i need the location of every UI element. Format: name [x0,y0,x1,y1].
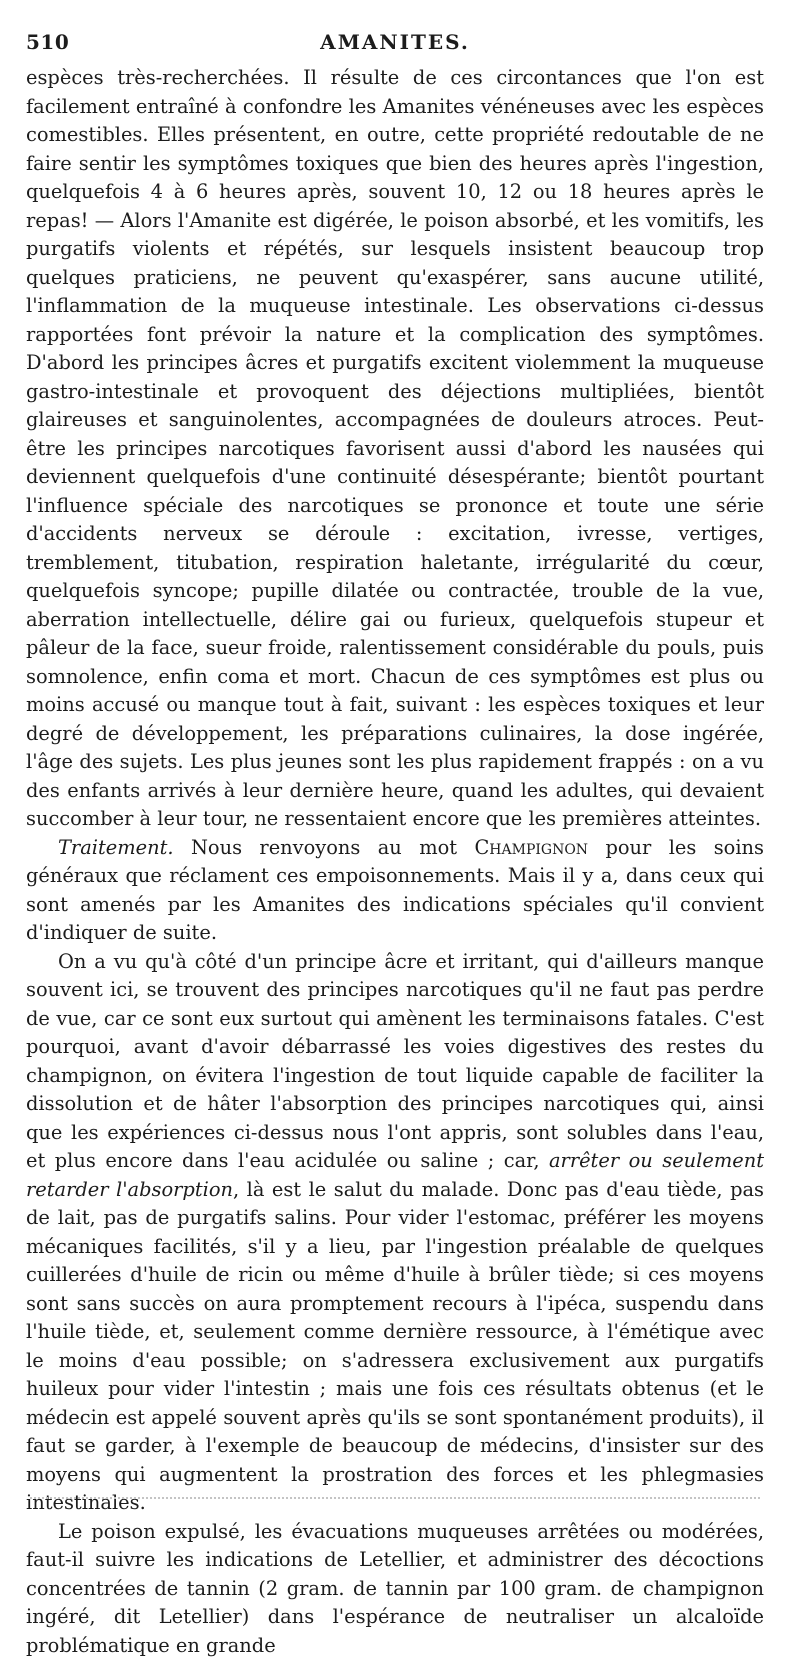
paragraph-symptoms: espèces très-recherchées. Il résulte de ces circontances que l'on est facilement entraîné à confondre les Amanites vénéneuses avec les espèces comestibles. Elles présentent, en outre, cette propriété redoutable de ne faire sentir les symptômes toxiques que bien des heures après l'ingestion, quelquefois 4 à 6 heures après, souvent 10, 12 ou 18 heures après le repas! — Alors l'Amanite est digérée, le poison absorbé, et les vomitifs, les purgatifs violents et répétés, sur lesquels insistent beaucoup trop quelques praticiens, ne peuvent qu'exaspérer, sans aucune utilité, l'inflammation de la muqueuse intestinale. Les observations ci-dessus rapportées font prévoir la nature et la complication des symptômes. D'abord les principes âcres et purgatifs excitent violemment la muqueuse gastro-intestinale et provoquent des déjections multipliées, bientôt glaireuses et sanguinolentes, accompagnées de douleurs atroces. Peut-être les principes narcotiques favorisent aussi d'abord les nausées qui deviennent quelquefois d'une continuité désespérante; bientôt pourtant l'influence spéciale des narcotiques se prononce et toute une série d'accidents nerveux se déroule : excitation, ivresse, vertiges, tremblement, titubation, respiration haletante, irrégularité du cœur, quelquefois syncope; pupille dilatée ou contractée, trouble de la vue, aberration intellectuelle, délire gai ou furieux, quelquefois stupeur et pâleur de la face, sueur froide, ralentissement considérable du pouls, puis somnolence, enfin coma et mort. Chacun de ces symptômes est plus ou moins accusé ou manque tout à fait, suivant : les espèces toxiques et leur degré de développement, les préparations culinaires, la dose ingérée, l'âge des sujets. Les plus jeunes sont les plus rapidement frappés : on a vu des enfants arrivés à leur dernière heure, quand les adultes, qui devaient succomber à leur tour, ne ressentaient encore que les premières atteintes. [26,64,764,834]
narcotics-text-a: On a vu qu'à côté d'un principe âcre et irritant, qui d'ailleurs manque souvent ici, se trouvent des principes narcotiques qu'il ne faut pas perdre de vue, car ce sont eux surtout qui amènent les terminaisons fatales. C'est pourquoi, avant d'avoir débarrassé les voies digestives des restes du champignon, on évitera l'ingestion de tout liquide capable de faciliter la dissolution et de hâter l'absorption des principes narcotiques qui, ainsi que les expériences ci-dessus nous l'ont appris, sont solubles dans l'eau, et plus encore dans l'eau acidulée ou saline ; car, [26,950,764,1173]
paragraph-narcotics [26,948,764,1518]
narcotics-text-b: , là est le salut du malade. Donc pas d'eau tiède, pas de lait, pas de purgatifs salins. Pour vider l'estomac, préférer les moyens mécaniques facilités, s'il y a lieu, par l'ingestion préalable de quelques cuillerées d'huile de ricin ou même d'huile à brûler tiède; si ces moyens sont sans succès on aura promptement recours à l'ipéca, suspendu dans l'huile tiède, et, seulement comme dernière ressource, à l'émétique avec le moins d'eau possible; on s'adressera exclusivement aux purgatifs huileux pour vider l'intestin ; mais une fois ces résultats obtenus (et le médecin est appelé souvent après qu'ils se sont spontanément produits), il faut se garder, à l'exemple de beaucoup de médecins, d'insister sur des moyens qui augmentent la prostration des forces et les phlegmasies intestinales. [26,1178,764,1515]
page-header [26,28,764,58]
paragraph-letellier: Le poison expulsé, les évacuations muqueuses arrêtées ou modérées, faut-il suivre les indications de Letellier, et administrer des décoctions concentrées de tannin (2 gram. de tannin par 100 gram. de champignon ingéré, dit Letellier) dans l'espérance de neutraliser un alcaloïde problématique en grande [26,1518,764,1660]
page-number: 510 [26,28,69,57]
paragraph-treatment [26,834,764,948]
bottom-print-rule [30,1497,760,1499]
treatment-text-b: pour les soins généraux que réclament ces empoisonnements. Mais il y a, dans ceux qui sont amenés par les Amanites des indications spéciales qu'il convient d'indiquer de suite. [26,836,764,945]
treatment-text-a: Nous renvoyons au mot [174,836,475,859]
treatment-heading: Traitement. [58,836,174,859]
narcotics-emphasis: arrêter ou seulement retarder l'absorption [26,1149,764,1201]
running-head: AMANITES. [26,28,764,57]
cross-reference: Champignon [474,836,588,859]
